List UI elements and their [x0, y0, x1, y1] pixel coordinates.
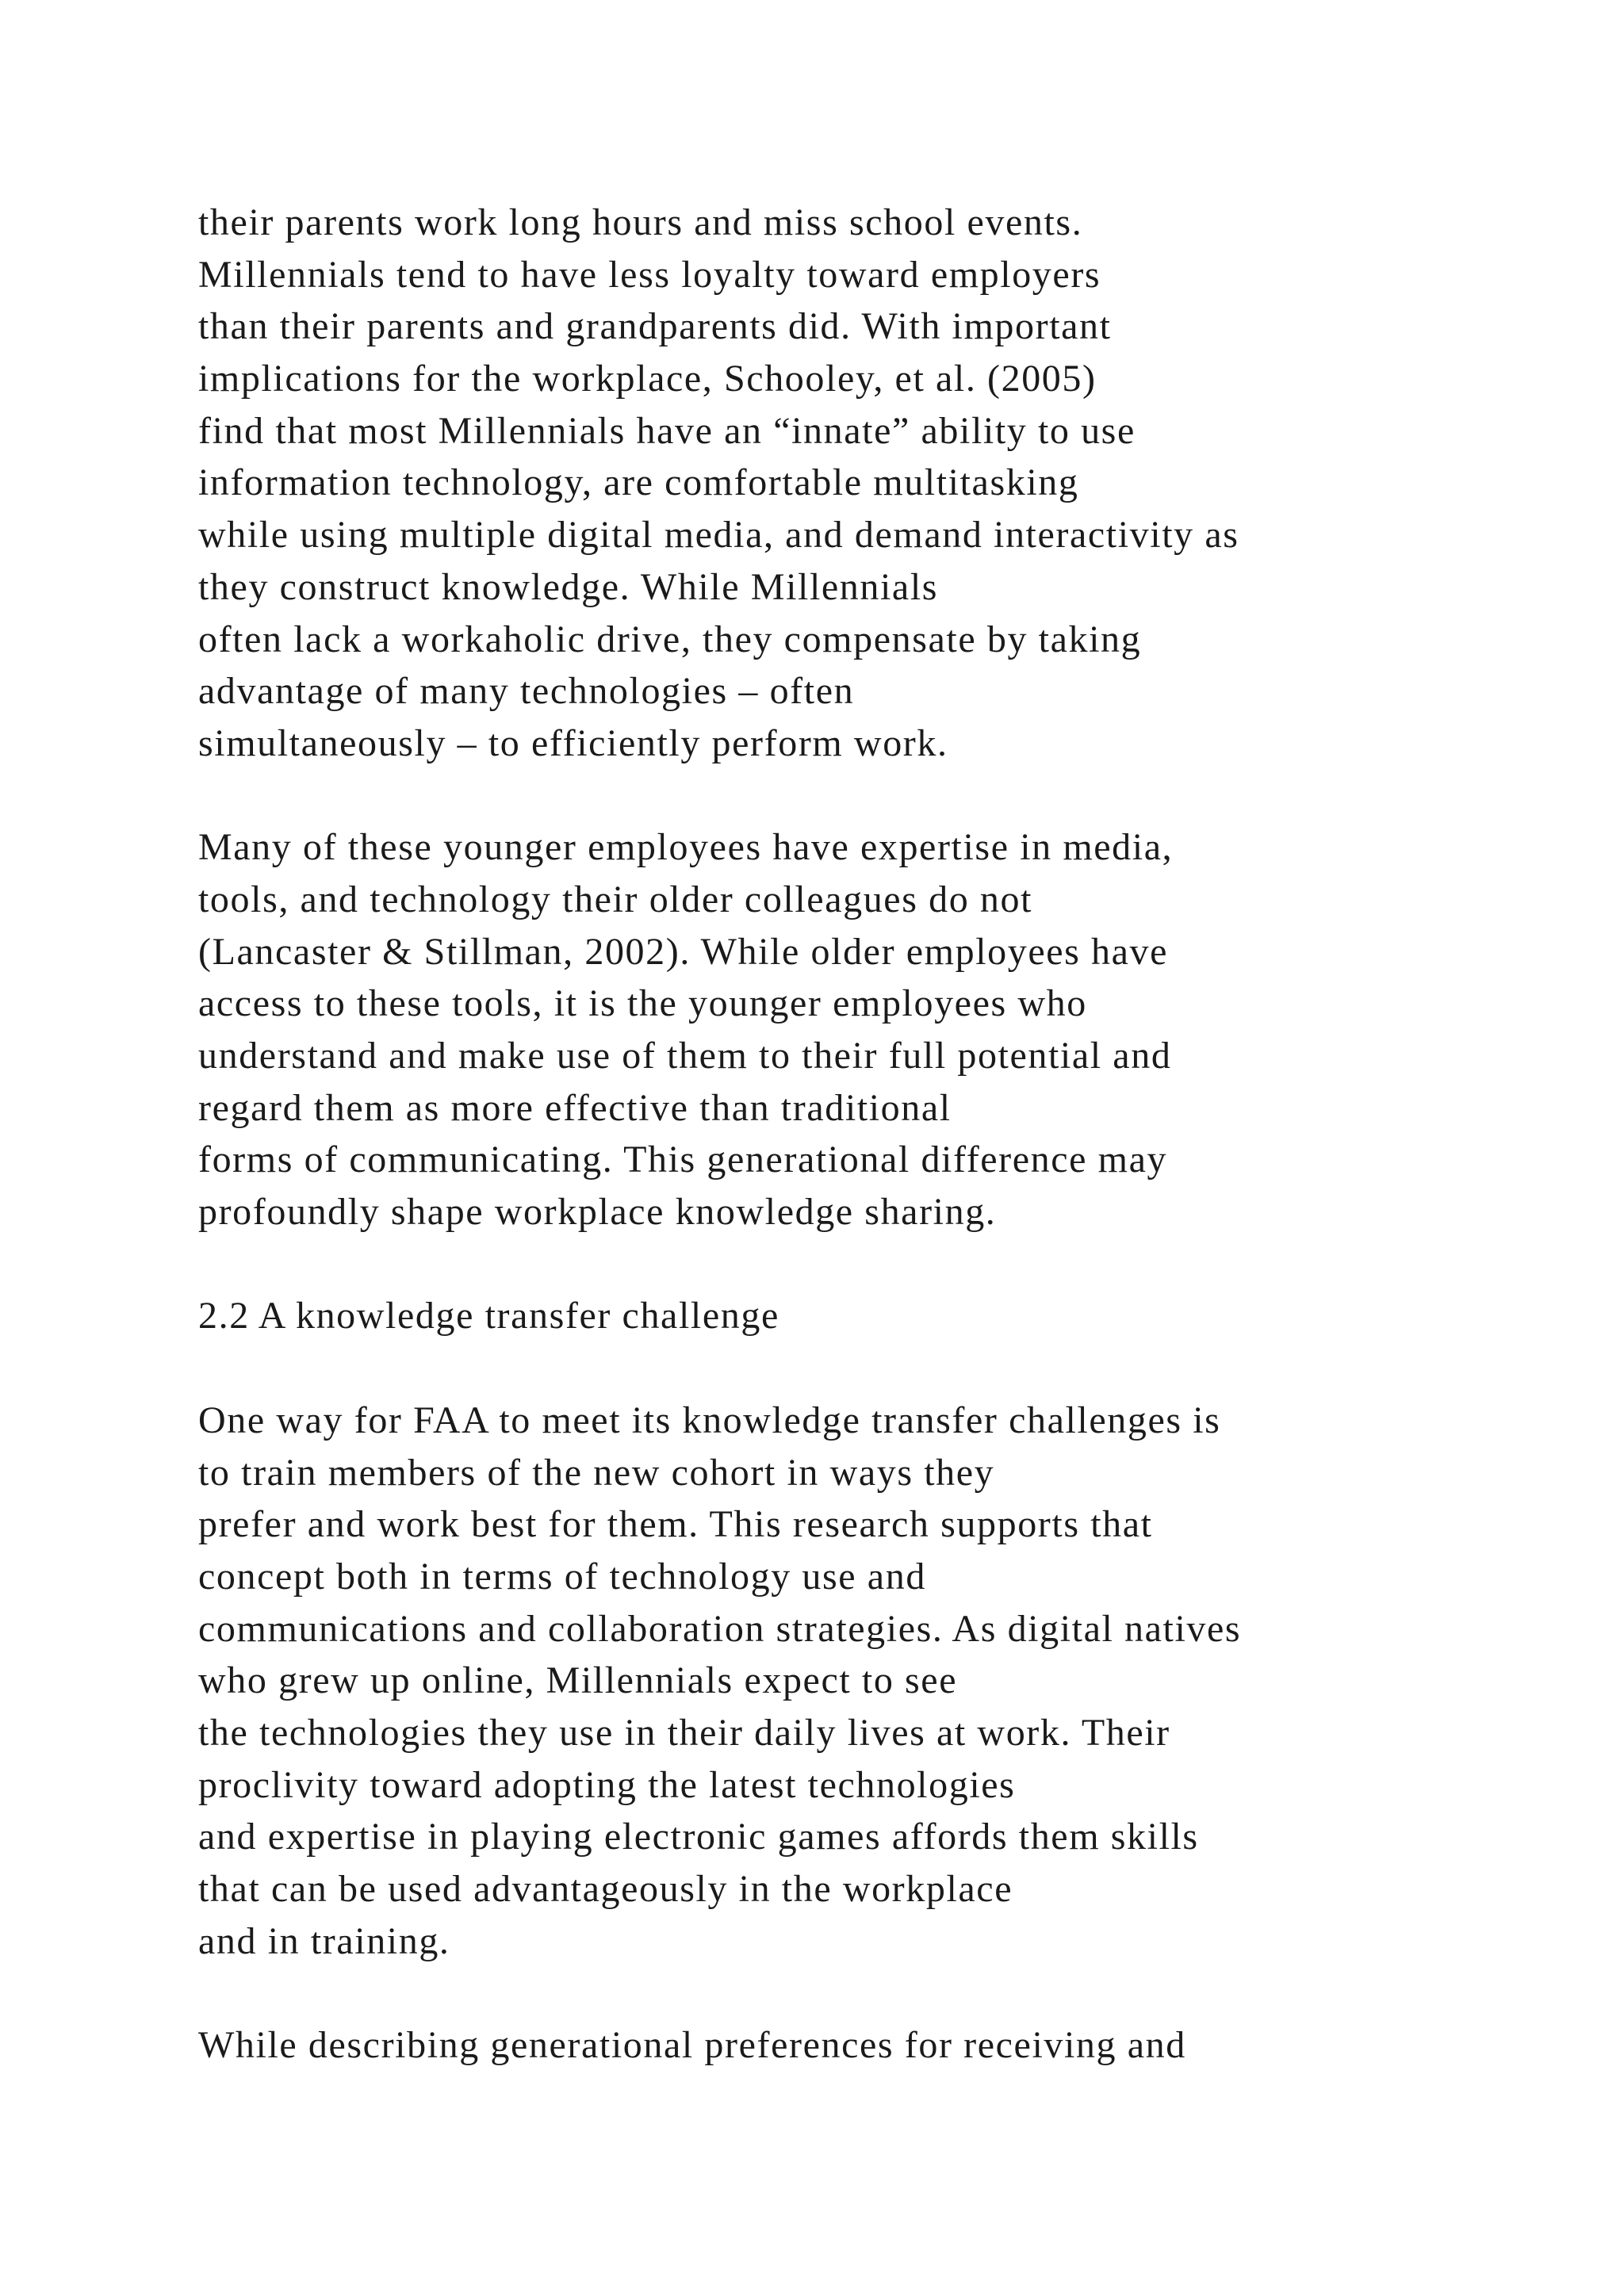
section-heading-text: 2.2 A knowledge transfer challenge: [198, 1295, 779, 1337]
text-line: (Lancaster & Stillman, 2002). While older employees have: [198, 930, 1169, 973]
text-line: they construct knowledge. While Millennials: [198, 565, 939, 608]
paragraph: [198, 1395, 1610, 1968]
text-line: While describing generational preferences for receiving and: [198, 2024, 1186, 2067]
text-line: regard them as more effective than traditional: [198, 1086, 952, 1129]
text-line: the technologies they use in their daily lives at work. Their: [198, 1711, 1170, 1754]
text-line: Millennials tend to have less loyalty toward employers: [198, 253, 1101, 296]
text-line: find that most Millennials have an “innate” ability to use: [198, 409, 1136, 452]
text-line: that can be used advantageously in the workplace: [198, 1868, 1013, 1910]
text-line: and in training.: [198, 1919, 450, 1962]
text-line: implications for the workplace, Schooley, et al. (2005): [198, 358, 1097, 400]
paragraph-gap: [198, 1238, 1610, 1291]
text-line: tools, and technology their older colleagues do not: [198, 878, 1033, 920]
paragraph: [198, 197, 1610, 770]
paragraph-gap: [198, 1967, 1610, 2019]
text-line: their parents work long hours and miss school events.: [198, 201, 1083, 243]
text-line: than their parents and grandparents did. With important: [198, 305, 1112, 348]
text-line: advantage of many technologies – often: [198, 670, 855, 713]
text-line: understand and make use of them to their full potential and: [198, 1035, 1172, 1077]
paragraph-gap: [198, 1342, 1610, 1395]
text-line: proclivity toward adopting the latest technologies: [198, 1763, 1016, 1806]
text-line: One way for FAA to meet its knowledge transfer challenges is: [198, 1399, 1221, 1441]
paragraph-gap: [198, 770, 1610, 822]
text-line: forms of communicating. This generational difference may: [198, 1138, 1168, 1181]
text-line: while using multiple digital media, and demand interactivity as: [198, 514, 1239, 557]
text-line: and expertise in playing electronic games affords them skills: [198, 1816, 1199, 1858]
paragraph: [198, 821, 1610, 1238]
paragraph: [198, 2019, 1610, 2072]
section-heading: [198, 1290, 1610, 1342]
text-line: simultaneously – to efficiently perform work.: [198, 721, 948, 764]
text-line: often lack a workaholic drive, they compensate by taking: [198, 618, 1142, 660]
text-line: prefer and work best for them. This research supports that: [198, 1503, 1153, 1546]
text-line: concept both in terms of technology use and: [198, 1555, 926, 1598]
text-line: to train members of the new cohort in ways they: [198, 1451, 995, 1494]
text-line: communications and collaboration strategies. As digital natives: [198, 1607, 1242, 1650]
document-body: [198, 197, 1610, 2072]
text-line: information technology, are comfortable multitasking: [198, 461, 1079, 504]
text-line: profoundly shape workplace knowledge sharing.: [198, 1191, 997, 1234]
text-line: Many of these younger employees have expertise in media,: [198, 826, 1174, 869]
text-line: who grew up online, Millennials expect to see: [198, 1659, 958, 1702]
text-line: access to these tools, it is the younger employees who: [198, 982, 1087, 1025]
